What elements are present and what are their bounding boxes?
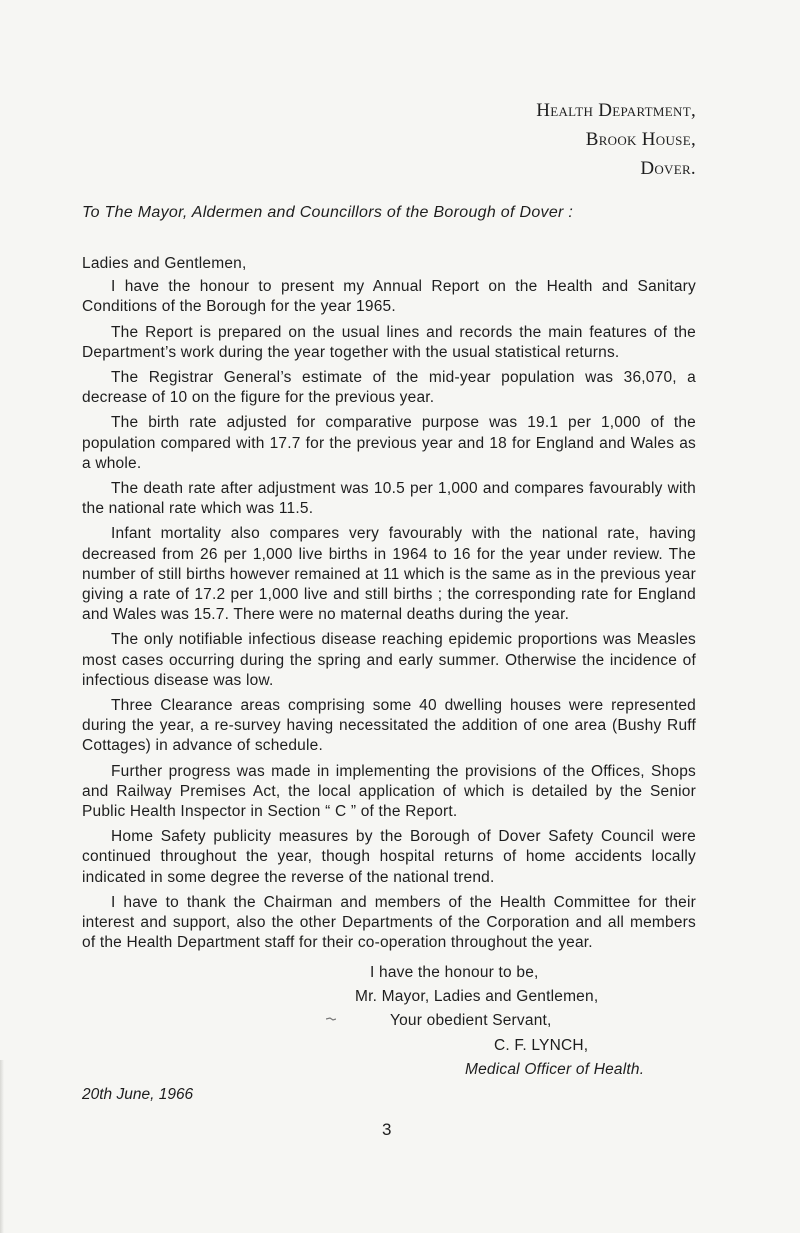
signatory-name: C. F. LYNCH, xyxy=(494,1037,589,1054)
sender-address xyxy=(536,96,696,183)
ink-mark-icon xyxy=(326,1017,336,1022)
paragraph: The birth rate adjusted for comparative purpose was 19.1 per 1,000 of the population compared with 17.7 for the previous year and 18 for England and Wales as a whole. xyxy=(82,414,696,472)
letter-date: 20th June, 1966 xyxy=(82,1086,194,1103)
address-line-department: Health Department, xyxy=(536,100,696,121)
addressee-line: To The Mayor, Aldermen and Councillors of the Borough of Dover : xyxy=(82,204,574,221)
paragraph: The Report is prepared on the usual lines and records the main features of the Department’s work during the year together with the usual statistical returns. xyxy=(82,323,696,361)
page-number: 3 xyxy=(382,1120,392,1139)
paragraph: I have the honour to present my Annual Report on the Health and Sanitary Conditions of the Borough for the year 1965. xyxy=(82,278,696,316)
paragraph: Three Clearance areas comprising some 40 dwelling houses were represented during the year, a re-survey having necessitated the addition of one area (Bushy Ruff Cottages) in advance of schedule. xyxy=(82,697,696,755)
closing-line-honour: I have the honour to be, xyxy=(370,964,539,981)
paragraph: Infant mortality also compares very favourably with the national rate, having decreased from 26 per 1,000 live births in 1964 to 16 for the year under review. The number of still births however remained at 11 which is the same as in the previous year giving a rate of 17.2 per 1,000 live and still births ; the corresponding rate for England and Wales was 15.7. There were no maternal deaths during the year. xyxy=(82,525,696,624)
letter-body xyxy=(82,254,696,959)
paragraph: The Registrar General’s estimate of the mid-year population was 36,070, a decrease of 10 on the figure for the previous year. xyxy=(82,369,696,407)
closing-line-address: Mr. Mayor, Ladies and Gentlemen, xyxy=(355,988,599,1005)
address-line-town: Dover. xyxy=(640,158,696,179)
signatory-title: Medical Officer of Health. xyxy=(465,1061,645,1078)
paragraph: The only notifiable infectious disease reaching epidemic proportions was Measles most cases occurring during the spring and early summer. Otherwise the incidence of infectious disease was low. xyxy=(82,631,696,689)
paragraph: The death rate after adjustment was 10.5 per 1,000 and compares favourably with the national rate which was 11.5. xyxy=(82,480,696,518)
address-line-building: Brook House, xyxy=(585,129,696,150)
paragraph: I have to thank the Chairman and members of the Health Committee for their interest and support, also the other Departments of the Corporation and all members of the Health Department staff for their co-operation throughout the year. xyxy=(82,893,696,952)
paragraph: Home Safety publicity measures by the Borough of Dover Safety Council were continued throughout the year, though hospital returns of home accidents locally indicated in some degree the reverse of the national trend. xyxy=(82,828,696,886)
paragraph: Further progress was made in implementing the provisions of the Offices, Shops and Railway Premises Act, the local application of which is detailed by the Senior Public Health Inspector in Section “ C ” of the Report. xyxy=(82,762,696,821)
closing-line-servant: Your obedient Servant, xyxy=(390,1012,552,1029)
greeting: Ladies and Gentlemen, xyxy=(82,255,247,272)
binding-edge xyxy=(0,1060,4,1233)
